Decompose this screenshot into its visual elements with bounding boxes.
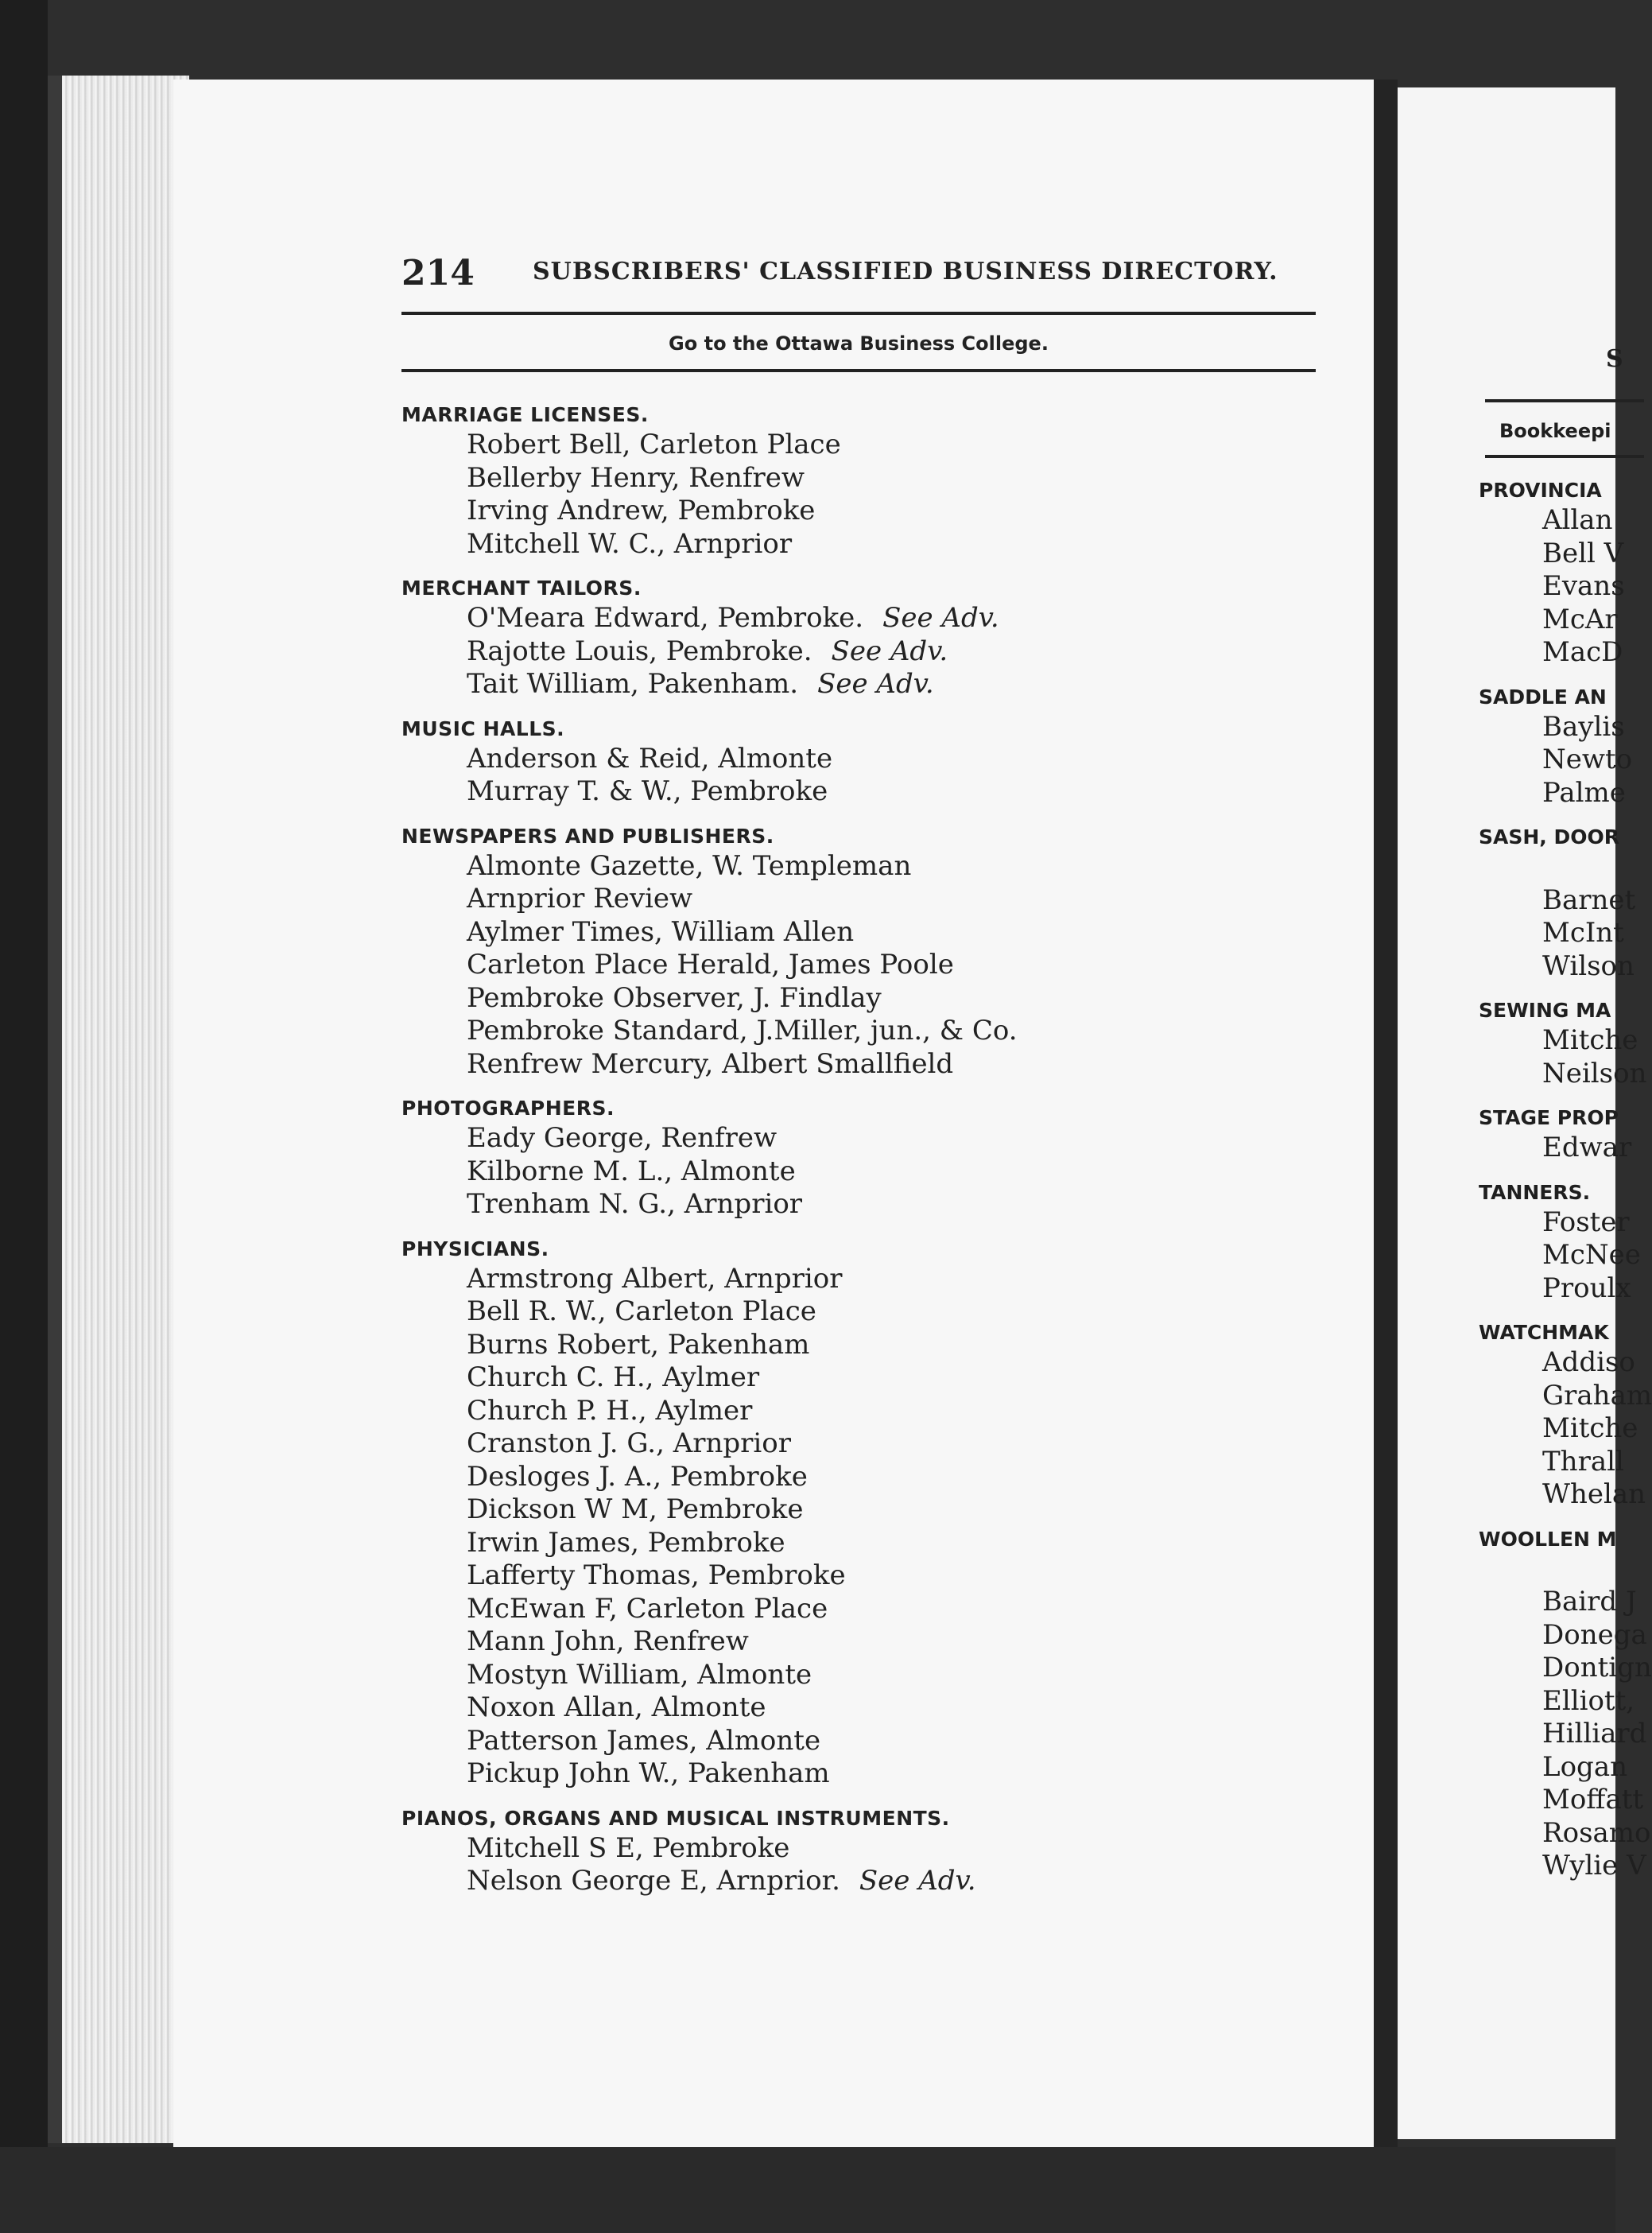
entry-name: Patterson James, Almonte [467,1724,821,1757]
entry-name: Bell R. W., Carleton Place [467,1295,816,1327]
entry-name: O'Meara Edward, Pembroke. [467,602,864,634]
section-heading: PHYSICIANS. [401,1237,549,1260]
entry-name: Robert Bell, Carleton Place [467,429,841,460]
entry-name: Arnprior Review [467,883,693,915]
right-directory-entry: Whelan [1542,1478,1646,1510]
entry-name: Anderson & Reid, Almonte [467,742,833,775]
right-directory-entry: Thrall [1542,1445,1624,1478]
right-directory-entry: Edwar [1542,1132,1632,1163]
see-adv-note: See Adv. [817,668,934,700]
banner-rule [401,369,1316,372]
directory-entry [401,1395,1355,1428]
directory-entry [401,1659,1355,1692]
book-gutter [1374,80,1398,2147]
entry-name: Mitchell S E, Pembroke [467,1831,790,1864]
entry-name: Cranston J. G., Arnprior [467,1427,792,1459]
directory-entry [401,1625,1355,1659]
entry-name: Desloges J. A., Pembroke [467,1460,808,1493]
entry-name: Noxon Allan, Almonte [467,1691,766,1723]
right-directory-content [1479,477,1652,1897]
right-directory-entry: Evans [1542,570,1625,602]
right-directory-entry: Barnet [1542,883,1636,916]
right-directory-entry: Wilson [1542,950,1635,982]
right-section-heading: TANNERS. [1479,1180,1591,1204]
directory-entry [401,1122,1355,1155]
scan-bottom-edge [0,2147,1615,2233]
page-edges [48,76,189,2143]
right-directory-section [1479,477,1638,670]
directory-entry [401,1865,1355,1898]
see-adv-note: See Adv. [882,602,999,634]
right-directory-entry: McAr [1542,603,1618,635]
right-banner: Bookkeepi [1499,420,1611,442]
right-directory-entry: Baylis [1542,710,1625,743]
right-directory-entry: Moffatt [1542,1784,1644,1816]
directory-content [401,402,1355,1913]
directory-entry [401,1832,1355,1866]
entry-name: Almonte Gazette, W. Templeman [467,849,912,882]
directory-entry [401,1691,1355,1725]
directory-entry [401,1725,1355,1758]
directory-entry [401,462,1355,495]
right-running-head: S [1606,345,1623,373]
entry-name: Pickup John W., Pakenham [467,1757,830,1789]
see-adv-note: See Adv. [859,1865,976,1897]
entry-name: Burns Robert, Pakenham [467,1328,810,1361]
entry-name: Pembroke Observer, J. Findlay [467,981,882,1014]
entry-name: Dickson W M, Pembroke [467,1493,804,1525]
directory-entry [401,949,1355,982]
right-directory-entry: McNee [1542,1239,1641,1271]
directory-entry [401,1493,1355,1527]
right-directory-entry: Baird J [1542,1586,1637,1617]
right-directory-section [1479,1179,1641,1306]
directory-entry [401,1015,1355,1048]
directory-entry [401,1427,1355,1461]
right-section-heading: SASH, DOOR [1479,825,1619,849]
right-directory-entry: Donega [1542,1618,1647,1651]
right-directory-entry: Rosamo [1542,1816,1651,1849]
entry-name: Lafferty Thomas, Pembroke [467,1559,846,1591]
right-directory-section [1479,1105,1638,1165]
entry-name: Carleton Place Herald, James Poole [467,949,954,981]
section-heading: PHOTOGRAPHERS. [401,1097,615,1120]
entry-name: Rajotte Louis, Pembroke. [467,635,812,667]
directory-entry [401,1295,1355,1329]
directory-entry [401,668,1355,701]
directory-section [401,823,1355,1082]
directory-entry [401,916,1355,950]
right-directory-entry [1479,851,1638,884]
right-section-heading: STAGE PROP [1479,1106,1619,1129]
right-directory-section [1479,997,1647,1090]
book-spine [0,0,48,2233]
directory-entry [401,1757,1355,1791]
entry-name: Church C. H., Aylmer [467,1361,760,1393]
right-directory-entry: Mitche [1542,1024,1638,1056]
right-directory-entry: Hilliard [1542,1718,1647,1750]
entry-name: Church P. H., Aylmer [467,1394,753,1427]
right-directory-entry [1479,1553,1638,1586]
directory-entry [401,1361,1355,1395]
entry-name: Renfrew Mercury, Albert Smallfield [467,1047,954,1080]
right-directory-section [1479,1319,1652,1512]
directory-entry [401,1527,1355,1560]
entry-name: Irving Andrew, Pembroke [467,495,816,526]
banner-ad: Go to the Ottawa Business College. [669,332,1049,355]
right-section-heading: WATCHMAK [1479,1321,1609,1344]
section-heading: MERCHANT TAILORS. [401,577,642,600]
entry-name: Mann John, Renfrew [467,1625,749,1657]
entry-name: Kilborne M. L., Almonte [467,1155,796,1187]
entry-name: Mostyn William, Almonte [467,1658,812,1691]
directory-entry [401,1559,1355,1593]
directory-entry [401,1155,1355,1189]
right-directory-section [1479,1526,1652,1883]
top-rule [401,312,1316,315]
directory-entry [401,743,1355,776]
entry-name: Armstrong Albert, Arnprior [467,1262,843,1295]
entry-name: Aylmer Times, William Allen [467,915,855,948]
entry-name: Murray T. & W., Pembroke [467,775,828,807]
right-banner-rule [1485,455,1644,458]
right-directory-entry: McInt [1542,917,1624,949]
directory-entry [401,635,1355,669]
directory-entry [401,1593,1355,1626]
section-heading: MUSIC HALLS. [401,717,565,740]
see-adv-note: See Adv. [831,635,948,667]
directory-section [401,575,1355,701]
page-number: 214 [401,253,475,293]
right-section-heading: SEWING MA [1479,999,1611,1022]
directory-section [401,402,1355,561]
entry-name: Eady George, Renfrew [467,1122,778,1154]
entry-name: Irwin James, Pembroke [467,1526,785,1559]
right-directory-section [1479,824,1638,983]
entry-name: Pembroke Standard, J.Miller, jun., & Co. [467,1015,1018,1047]
entry-name: Nelson George E, Arnprior. [467,1865,840,1897]
right-section-heading: PROVINCIA [1479,479,1602,502]
running-head: SUBSCRIBERS' CLASSIFIED BUSINESS DIRECTORY. [533,258,1278,285]
directory-entry [401,1048,1355,1082]
entry-name: McEwan F, Carleton Place [467,1592,828,1625]
right-directory-entry: MacD [1542,636,1623,668]
section-heading: MARRIAGE LICENSES. [401,403,649,426]
right-directory-entry: Proulx [1542,1272,1631,1304]
directory-entry [401,1188,1355,1221]
right-directory-entry: Elliott, [1542,1684,1635,1717]
directory-entry [401,883,1355,916]
right-directory-entry: Neilson [1542,1057,1647,1089]
right-section-heading: SADDLE AN [1479,685,1607,709]
directory-entry [401,528,1355,561]
directory-entry [401,850,1355,883]
right-directory-entry: Graham [1542,1379,1652,1412]
entry-name: Tait William, Pakenham. [467,668,799,700]
directory-entry [401,982,1355,1016]
directory-entry [401,1461,1355,1494]
section-heading: PIANOS, ORGANS AND MUSICAL INSTRUMENTS. [401,1806,950,1830]
directory-entry [401,1263,1355,1296]
right-directory-entry: Foster [1542,1206,1630,1238]
directory-section [401,1805,1355,1898]
entry-name: Trenham N. G., Arnprior [467,1188,803,1220]
right-directory-entry: Bell V [1542,537,1624,569]
directory-section [401,1095,1355,1221]
directory-entry [401,429,1355,462]
right-directory-entry: Addiso [1542,1346,1635,1378]
right-section-heading: WOOLLEN M [1479,1527,1617,1551]
right-directory-entry: Mitche [1542,1412,1638,1444]
right-directory-entry: Allan [1542,504,1613,536]
right-directory-section [1479,684,1638,810]
entry-name: Bellerby Henry, Renfrew [467,461,805,494]
directory-section [401,716,1355,809]
directory-entry [401,602,1355,635]
right-page [1398,87,1652,2139]
right-directory-entry: Logan [1542,1750,1627,1783]
right-directory-entry: Wylie V [1542,1850,1646,1882]
entry-name: Mitchell W. C., Arnprior [467,527,793,560]
directory-entry [401,775,1355,809]
right-directory-entry: Newto [1542,744,1633,775]
right-directory-entry: Dontign [1542,1652,1652,1683]
directory-entry [401,495,1355,528]
right-directory-entry: Palme [1542,776,1626,809]
section-heading: NEWSPAPERS AND PUBLISHERS. [401,824,774,848]
right-top-rule [1485,399,1644,402]
directory-section [401,1236,1355,1791]
directory-entry [401,1329,1355,1362]
